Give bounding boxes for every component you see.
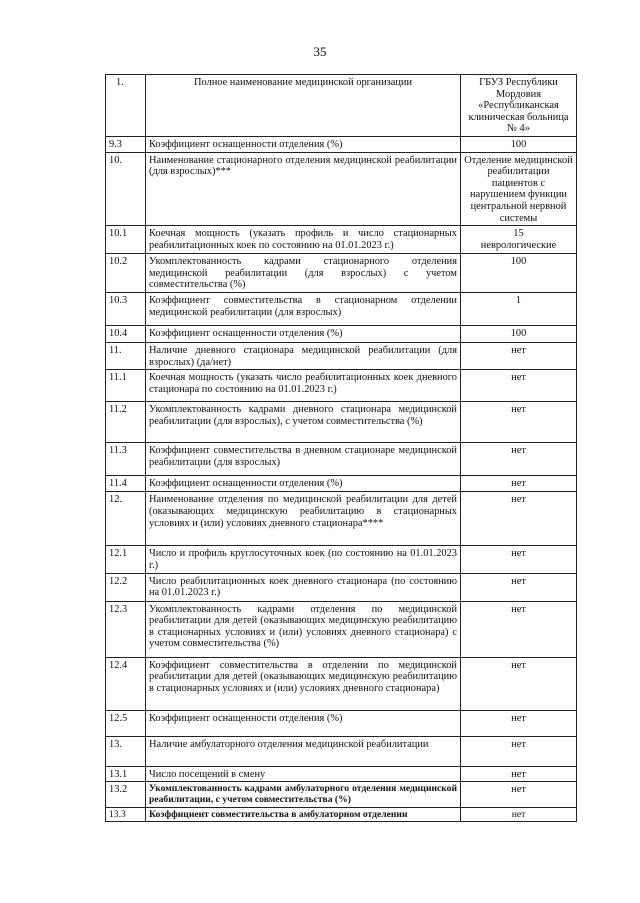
row-name: Укомплектованность кадрами дневного стационара медицинской реабилитации (для взрослых), с учетом совместительства (%): [146, 402, 461, 443]
page-number: 35: [313, 44, 327, 59]
table-row: [106, 807, 577, 822]
row-value: нет: [461, 710, 577, 736]
row-value: нет: [461, 766, 577, 782]
row-value: 100: [461, 254, 577, 293]
row-name: Коэффициент оснащенности отделения (%): [146, 136, 461, 152]
row-value: 15 неврологические: [461, 226, 577, 254]
row-value: нет: [461, 782, 577, 808]
table-row: [106, 254, 577, 293]
table-row: [106, 370, 577, 402]
row-name: Укомплектованность кадрами амбулаторного отделения медицинской реабилитации, с учетом совместительства (%): [146, 782, 461, 808]
table-row: [106, 476, 577, 492]
row-value: нет: [461, 546, 577, 573]
row-name: Укомплектованность кадрами стационарного отделения медицинской реабилитации (для взрослых) с учетом совместительства (%): [146, 254, 461, 293]
row-name: Коечная мощность (указать профиль и число стационарных реабилитационных коек по состоянию на 01.01.2023 г.): [146, 226, 461, 254]
row-name: Коэффициент оснащенности отделения (%): [146, 476, 461, 492]
row-value: нет: [461, 807, 577, 822]
table-row: [106, 492, 577, 546]
table-row: [106, 152, 577, 226]
table-row: [106, 601, 577, 657]
row-number: 13.: [106, 736, 146, 766]
table-row: [106, 657, 577, 710]
table-row: [106, 226, 577, 254]
row-name: Коэффициент совместительства в отделении по медицинской реабилитации для детей (оказывающих медицинскую реабилитацию в стационарных условиях и (или) условиях дневного стационара): [146, 657, 461, 710]
row-value: нет: [461, 476, 577, 492]
row-name: Наименование стационарного отделения медицинской реабилитации (для взрослых)***: [146, 152, 461, 226]
row-value: нет: [461, 601, 577, 657]
row-value: нет: [461, 443, 577, 476]
row-number: 10.4: [106, 326, 146, 343]
row-name: Укомплектованность кадрами отделения по медицинской реабилитации для детей (оказывающих медицинскую реабилитацию в стационарных условиях и (или) условиях дневного стационара) с учетом совместительства (%): [146, 601, 461, 657]
row-number: 12.5: [106, 710, 146, 736]
row-number: 10.1: [106, 226, 146, 254]
row-name: Коэффициент оснащенности отделения (%): [146, 710, 461, 736]
row-number: 10.: [106, 152, 146, 226]
row-number: 13.2: [106, 782, 146, 808]
row-number: 10.3: [106, 293, 146, 326]
row-value: нет: [461, 573, 577, 601]
row-value: 100: [461, 136, 577, 152]
row-name: Число и профиль круглосуточных коек (по состоянию на 01.01.2023 г.): [146, 546, 461, 573]
table-row: [106, 546, 577, 573]
row-number: 1.: [106, 75, 146, 137]
row-number: 12.4: [106, 657, 146, 710]
row-value: нет: [461, 343, 577, 370]
row-value: нет: [461, 402, 577, 443]
table-row: [106, 736, 577, 766]
table-row: [106, 326, 577, 343]
table-row: [106, 766, 577, 782]
table-row: [106, 343, 577, 370]
row-value: нет: [461, 736, 577, 766]
row-name: Число посещений в смену: [146, 766, 461, 782]
row-number: 11.4: [106, 476, 146, 492]
row-number: 13.3: [106, 807, 146, 822]
table-row: [106, 782, 577, 808]
row-number: 13.1: [106, 766, 146, 782]
row-name: Коэффициент совместительства в дневном стационаре медицинской реабилитации (для взрослых): [146, 443, 461, 476]
row-name: Наименование отделения по медицинской реабилитации для детей (оказывающих медицинскую реабилитацию в стационарных условиях и (или) условиях дневного стационара****: [146, 492, 461, 546]
row-name: Коэффициент совместительства в стационарном отделении медицинской реабилитации (для взрослых): [146, 293, 461, 326]
row-number: 12.3: [106, 601, 146, 657]
row-number: 12.: [106, 492, 146, 546]
row-number: 11.3: [106, 443, 146, 476]
row-name: Число реабилитационных коек дневного стационара (по состоянию на 01.01.2023 г.): [146, 573, 461, 601]
row-name: Наличие амбулаторного отделения медицинской реабилитации: [146, 736, 461, 766]
row-number: 11.: [106, 343, 146, 370]
row-number: 11.1: [106, 370, 146, 402]
row-value: нет: [461, 492, 577, 546]
table-row: [106, 710, 577, 736]
row-number: 12.1: [106, 546, 146, 573]
row-name: Наличие дневного стационара медицинской реабилитации (для взрослых) (да/нет): [146, 343, 461, 370]
row-number: 12.2: [106, 573, 146, 601]
table-row: [106, 293, 577, 326]
row-value: 100: [461, 326, 577, 343]
row-value: нет: [461, 370, 577, 402]
row-value: нет: [461, 657, 577, 710]
row-name: Коэффициент совместительства в амбулаторном отделении: [146, 807, 461, 822]
table-header-row: [106, 75, 577, 137]
medical-organization-table: [105, 74, 577, 822]
row-value: 1: [461, 293, 577, 326]
row-number: 11.2: [106, 402, 146, 443]
row-name: Коечная мощность (указать число реабилитационных коек дневного стационара по состоянию на 01.01.2023 г.): [146, 370, 461, 402]
row-name: Полное наименование медицинской организации: [146, 75, 461, 137]
table-row: [106, 443, 577, 476]
table-row: [106, 136, 577, 152]
row-value: Отделение медицинской реабилитации пациентов с нарушением функции центральной нервной системы: [461, 152, 577, 226]
table-row: [106, 573, 577, 601]
row-value: ГБУЗ Республики Мордовия «Республиканская клиническая больница № 4»: [461, 75, 577, 137]
row-number: 9.3: [106, 136, 146, 152]
row-name: Коэффициент оснащенности отделения (%): [146, 326, 461, 343]
table-row: [106, 402, 577, 443]
row-number: 10.2: [106, 254, 146, 293]
